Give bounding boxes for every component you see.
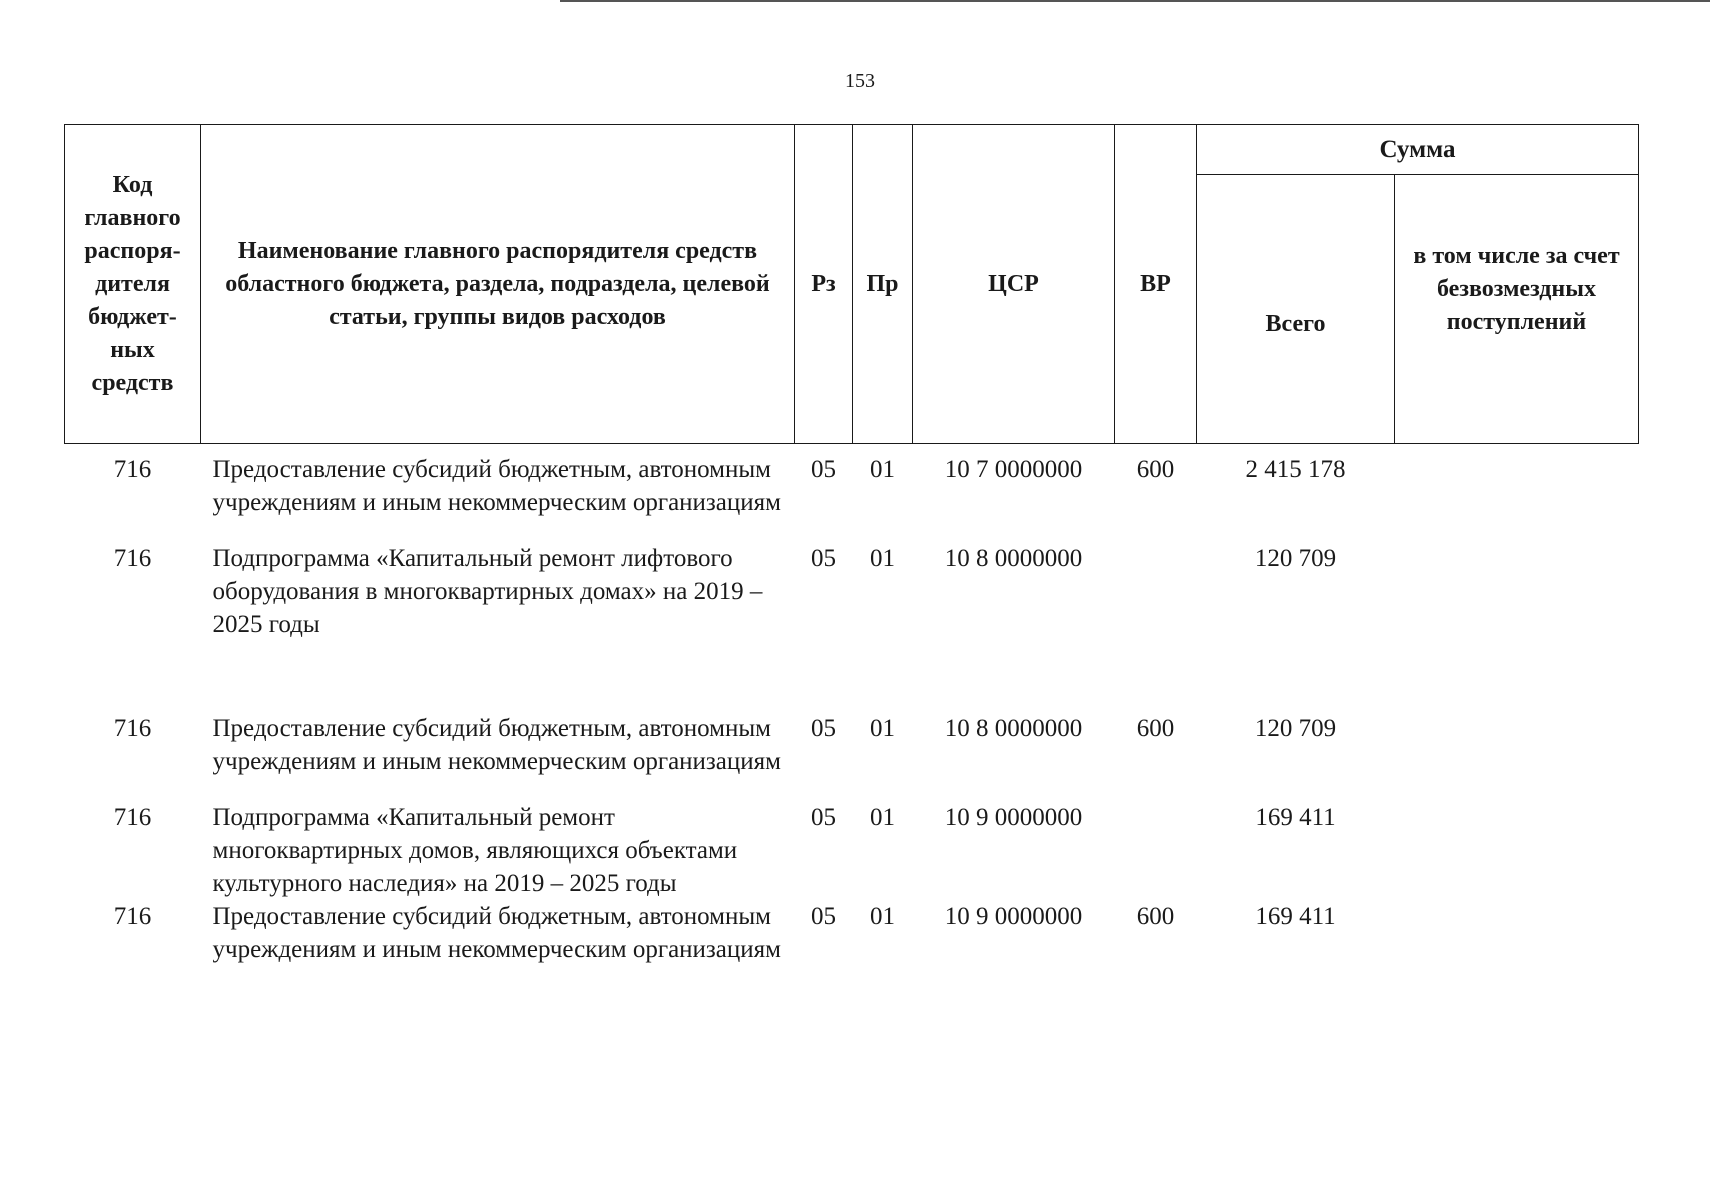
table-row [65, 900, 1639, 966]
row-code: 716 [113, 456, 152, 483]
row-name: Предоставление субсидий бюджетным, автономным учреждениям и иным некоммерческим организациям [212, 456, 781, 516]
header-incl: в том числе за счет безвозмездных поступлений [1395, 175, 1639, 444]
row-pr: 01 [870, 715, 895, 742]
row-rz: 05 [811, 804, 836, 831]
row-vr: 600 [1136, 903, 1175, 930]
row-vr: 600 [1136, 456, 1175, 483]
row-rz: 05 [811, 715, 836, 742]
row-incl [1395, 533, 1639, 703]
row-csr: 10 8 0000000 [944, 715, 1083, 742]
row-code: 716 [113, 903, 152, 930]
row-code: 716 [113, 545, 152, 572]
row-total: 2 415 178 [1245, 456, 1346, 483]
row-vr [1115, 792, 1197, 900]
table-row [65, 792, 1639, 900]
row-total: 169 411 [1255, 804, 1336, 831]
row-csr: 10 9 0000000 [944, 804, 1083, 831]
row-pr: 01 [870, 903, 895, 930]
header-sum: Сумма [1197, 125, 1639, 175]
table-row [65, 444, 1639, 534]
row-incl [1395, 792, 1639, 900]
table-row [65, 533, 1639, 703]
header-csr: ЦСР [913, 125, 1115, 444]
header-row-1 [65, 125, 1639, 175]
row-csr: 10 7 0000000 [944, 456, 1083, 483]
budget-table [64, 124, 1639, 966]
table-row [65, 703, 1639, 792]
row-pr: 01 [870, 545, 895, 572]
row-incl [1395, 900, 1639, 966]
row-code: 716 [113, 715, 152, 742]
row-csr: 10 8 0000000 [944, 545, 1083, 572]
header-total: Всего [1197, 175, 1395, 444]
header-name: Наименование главного распорядителя средств областного бюджета, раздела, подраздела, целевой статьи, группы видов расходов [201, 125, 795, 444]
page-number: 153 [845, 70, 875, 92]
row-code: 716 [113, 804, 152, 831]
header-rz: Рз [795, 125, 853, 444]
row-total: 120 709 [1254, 715, 1337, 742]
row-incl [1395, 444, 1639, 534]
row-name: Предоставление субсидий бюджетным, автономным учреждениям и иным некоммерческим организациям [212, 903, 781, 963]
header-code: Код главного распоря-дителя бюджет-ных средств [65, 125, 201, 444]
row-pr: 01 [870, 804, 895, 831]
header-vr: ВР [1115, 125, 1197, 444]
row-rz: 05 [811, 456, 836, 483]
row-pr: 01 [870, 456, 895, 483]
row-name: Подпрограмма «Капитальный ремонт многоквартирных домов, являющихся объектами культурного наследия» на 2019 – 2025 годы [212, 804, 738, 897]
row-csr: 10 9 0000000 [944, 903, 1083, 930]
row-name: Подпрограмма «Капитальный ремонт лифтового оборудования в многоквартирных домах» на 2019 – 2025 годы [212, 545, 763, 638]
row-name: Предоставление субсидий бюджетным, автономным учреждениям и иным некоммерческим организациям [212, 715, 781, 775]
row-total: 169 411 [1255, 903, 1336, 930]
scan-edge-line [560, 0, 1710, 2]
header-pr: Пр [853, 125, 913, 444]
row-total: 120 709 [1254, 545, 1337, 572]
row-vr: 600 [1136, 715, 1175, 742]
row-rz: 05 [811, 545, 836, 572]
row-vr [1115, 533, 1197, 703]
row-incl [1395, 703, 1639, 792]
row-rz: 05 [811, 903, 836, 930]
